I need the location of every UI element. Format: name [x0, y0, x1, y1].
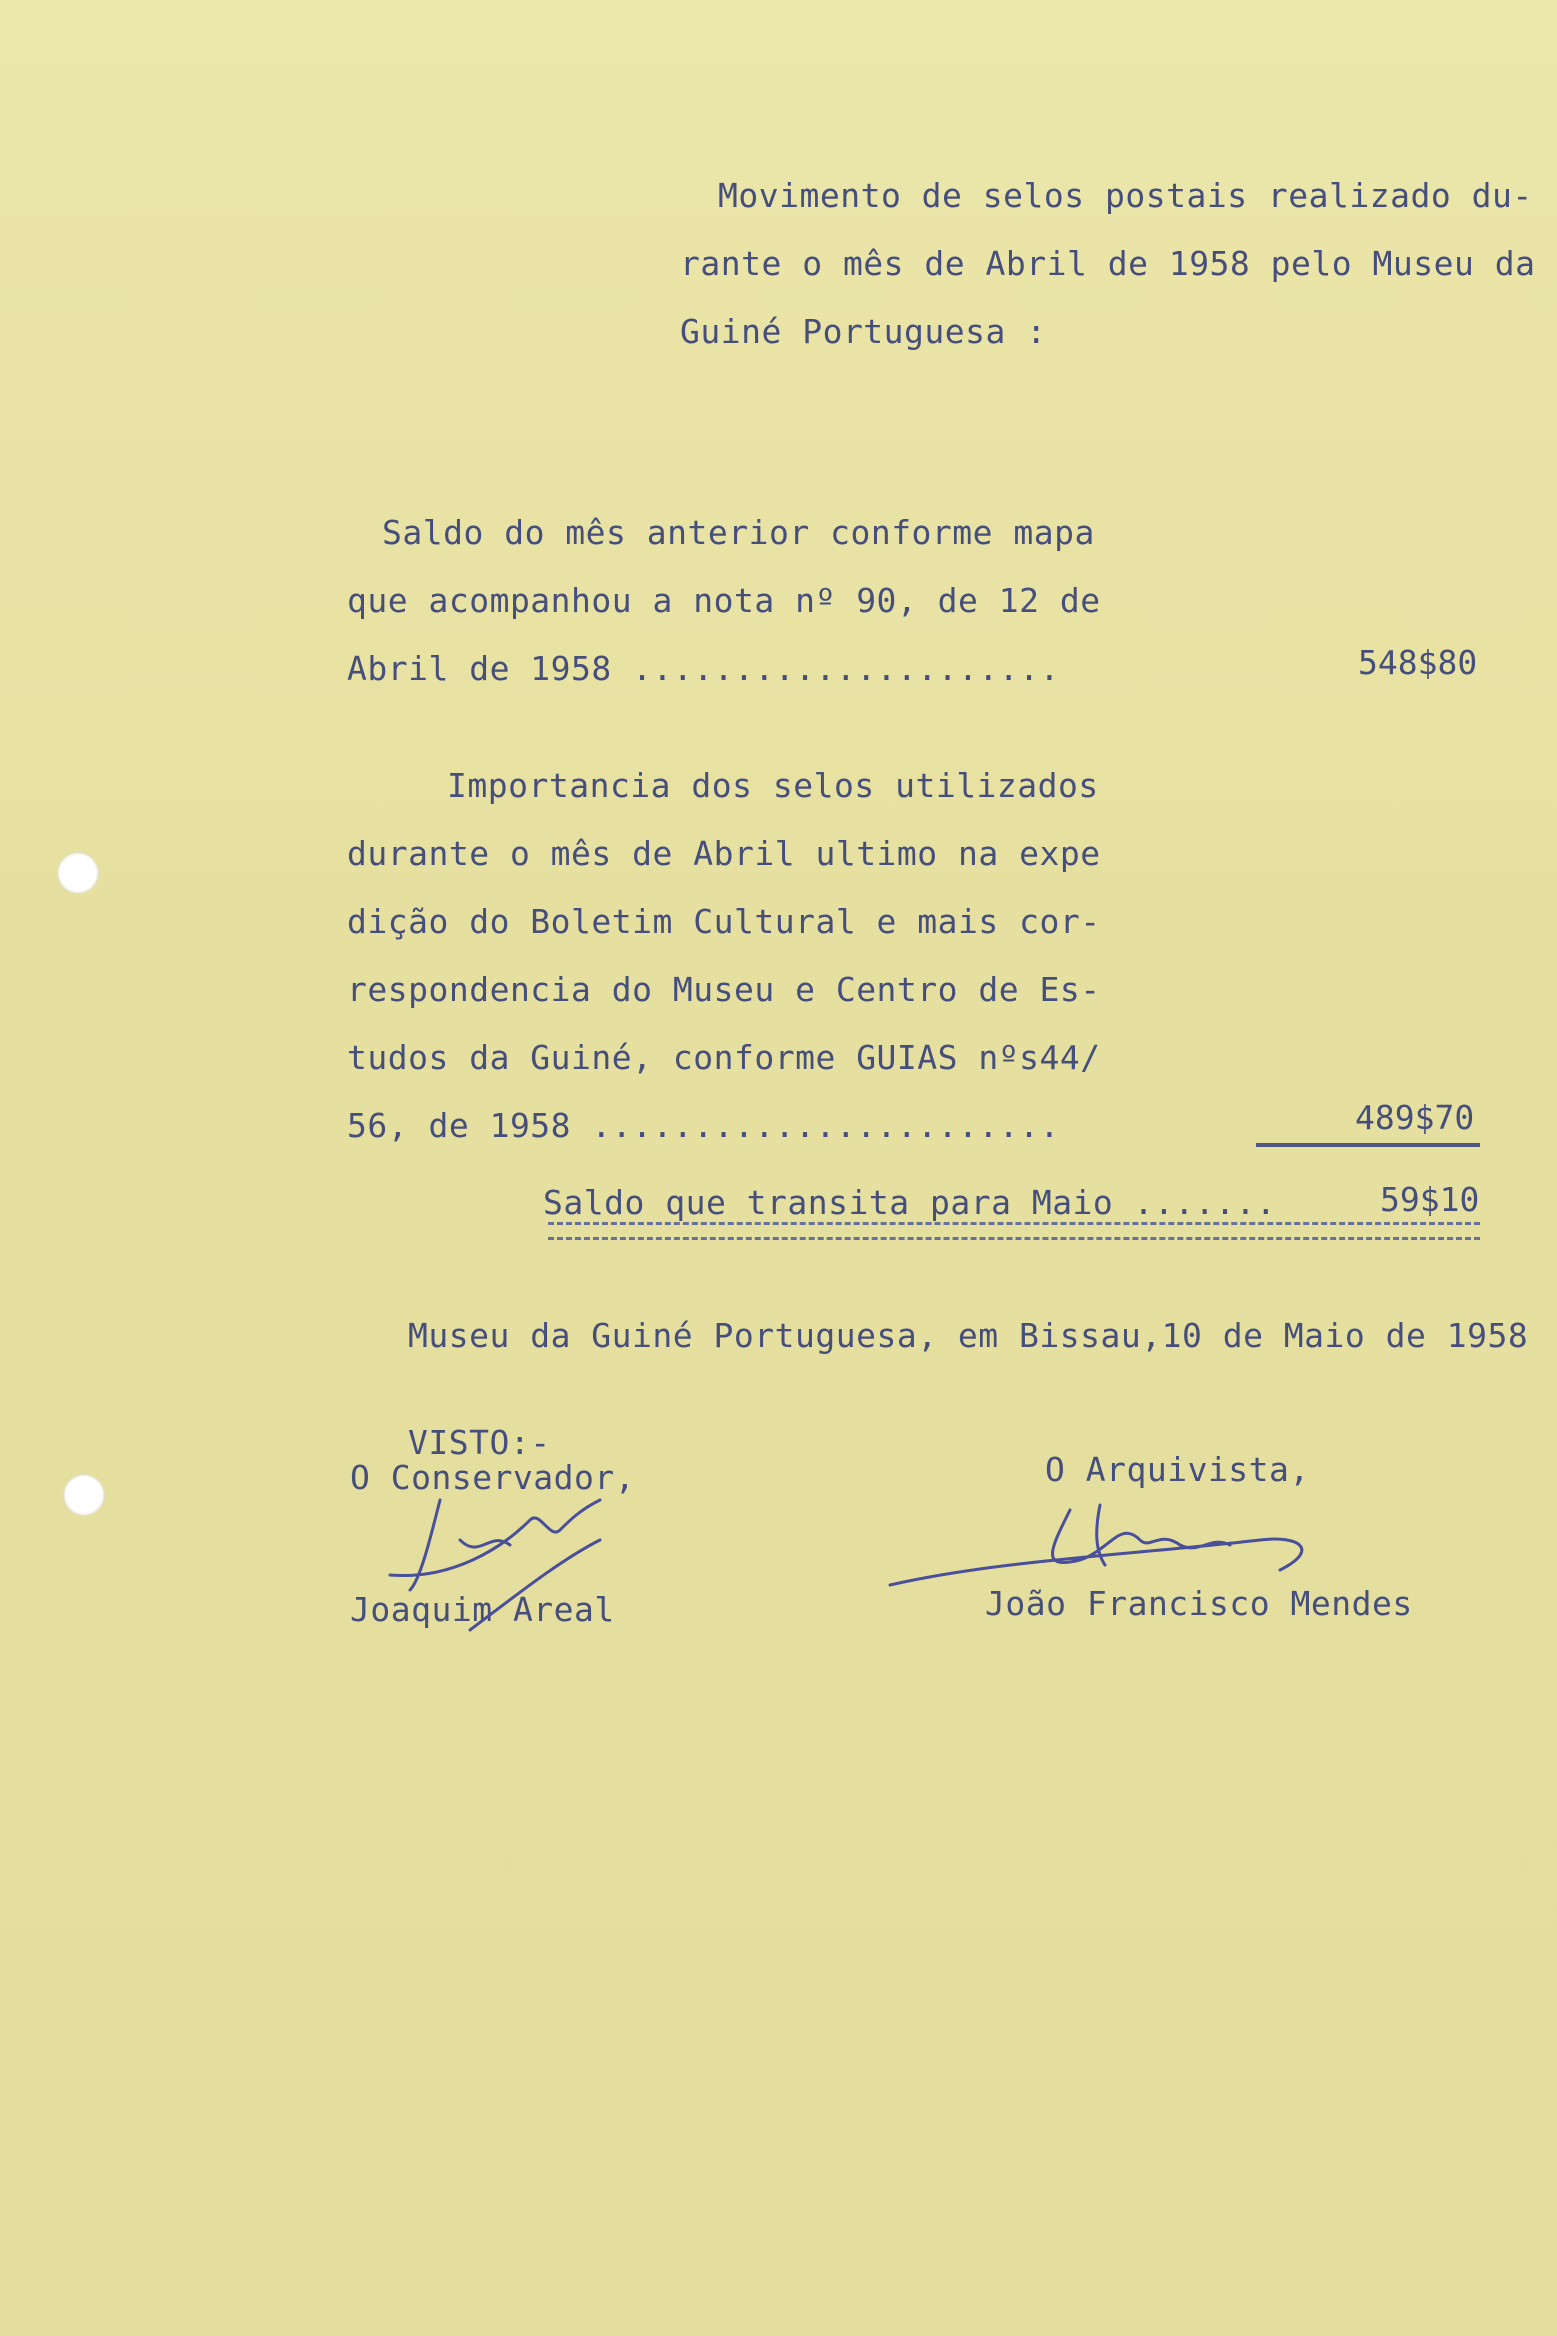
- header-line-1: Movimento de selos postais realizado du-: [718, 176, 1533, 215]
- header-line-3: Guiné Portuguesa :: [680, 312, 1047, 351]
- header-line-2: rante o mês de Abril de 1958 pelo Museu da: [680, 244, 1536, 283]
- conservador-name: Joaquim Areal: [350, 1590, 615, 1629]
- entry2-line-1: Importancia dos selos utilizados: [447, 766, 1099, 805]
- entry2-line-6: 56, de 1958 .......................: [347, 1106, 1060, 1145]
- entry2-line-2: durante o mês de Abril ultimo na expe: [347, 834, 1101, 873]
- arquivista-signature: [880, 1490, 1340, 1610]
- entry2-amount: 489$70: [1355, 1098, 1475, 1137]
- balance-double-rule: [548, 1222, 1480, 1240]
- entry1-line-1: Saldo do mês anterior conforme mapa: [382, 513, 1095, 552]
- balance-label: Saldo que transita para Maio .......: [543, 1183, 1277, 1222]
- arquivista-title: O Arquivista,: [1045, 1450, 1310, 1489]
- punch-hole: [57, 852, 99, 894]
- entry2-line-5: tudos da Guiné, conforme GUIAS nºs44/: [347, 1038, 1101, 1077]
- arquivista-name: João Francisco Mendes: [985, 1584, 1413, 1623]
- conservador-signature: [350, 1480, 630, 1640]
- punch-hole: [63, 1474, 105, 1516]
- entry2-line-4: respondencia do Museu e Centro de Es-: [347, 970, 1101, 1009]
- entry1-amount: 548$80: [1358, 643, 1478, 682]
- balance-amount: 59$10: [1380, 1180, 1480, 1219]
- place-date: Museu da Guiné Portuguesa, em Bissau,10 de Maio de 1958: [408, 1316, 1529, 1355]
- visto-label: VISTO:-: [408, 1423, 551, 1462]
- conservador-title: O Conservador,: [350, 1458, 636, 1497]
- entry1-line-3: Abril de 1958 .....................: [347, 649, 1060, 688]
- sum-rule: [1256, 1143, 1480, 1147]
- entry1-line-2: que acompanhou a nota nº 90, de 12 de: [347, 581, 1101, 620]
- entry2-line-3: dição do Boletim Cultural e mais cor-: [347, 902, 1101, 941]
